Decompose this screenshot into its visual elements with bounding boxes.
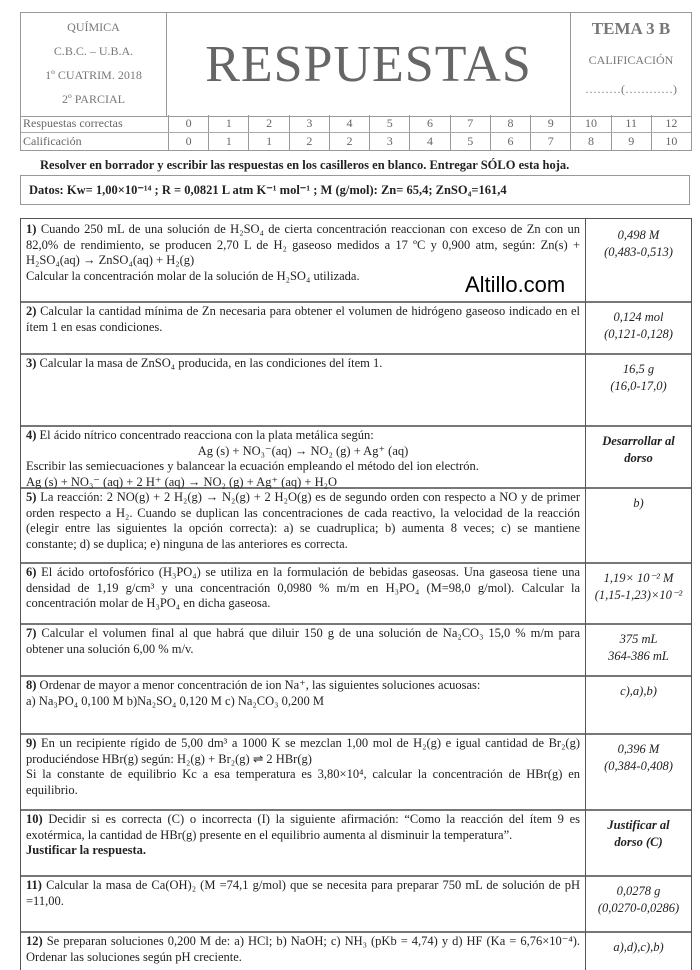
answer-value: 1,19× 10⁻² M (603, 571, 674, 585)
tema-label: TEMA 3 B (591, 19, 671, 38)
question-row (21, 562, 691, 625)
question-row (21, 809, 691, 877)
course-info (21, 13, 167, 116)
grade-cell: 1 (209, 115, 249, 132)
question-line: Ag (s) + NO₃⁻(aq) → NO₂ (g) + Ag⁺ (aq) (197, 443, 409, 458)
question-number: 12) (26, 934, 43, 948)
correct-answers-row (21, 115, 691, 133)
question-line: El ácido ortofosfórico (H₃PO₄) se utiliza en la formulación de bebidas gaseosas. Una gaseosa tiene una densidad de 1,19 g/cm³ y una concentración 0,0980 % m/m en H₃PO₄ (M=98,0 g/mol). Calcular la concentración molar de H₃PO₄ en dicha gaseosa. (26, 565, 580, 610)
answer-value: b) (633, 496, 644, 510)
question-text (21, 675, 586, 733)
header (20, 12, 692, 117)
question-text (21, 931, 586, 970)
question-number: 6) (26, 565, 37, 579)
question-row (21, 353, 691, 427)
question-line: Calcular la masa de ZnSO₄ producida, en las condiciones del ítem 1. (39, 356, 383, 370)
grade-label: CALIFICACIÓN (588, 53, 674, 67)
question-number: 7) (26, 626, 37, 640)
question-row (21, 487, 691, 564)
question-text (21, 353, 586, 425)
question-line: Calcular la cantidad mínima de Zn necesaria para obtener el volumen de hidrógeno gaseoso indicado en el ítem 1 en esas condiciones. (26, 304, 580, 334)
answer-cell (586, 931, 691, 970)
answer-value: (0,121-0,128) (604, 327, 673, 341)
question-number: 3) (26, 356, 37, 370)
question-line: Cuando 250 mL de una solución de H₂SO₄ de cierta concentración reaccionan con exceso de Zn con un 82,0% de rendimiento, se producen 2,70 L de H₂ gaseoso medidos a 17 ºC y 0,900 atm, según: Zn(s) + H₂SO₄(aq) → ZnSO₄(aq) + H₂(g) (26, 222, 580, 267)
question-line: El ácido nítrico concentrado reacciona con la plata metálica según: (39, 428, 374, 442)
answer-value: a),d),c),b) (613, 940, 664, 954)
question-number: 4) (26, 428, 37, 442)
grade-cell: 9 (531, 115, 571, 132)
grade-cell: 3 (370, 133, 410, 150)
answer-cell (586, 875, 691, 931)
grade-cell: 8 (491, 115, 531, 132)
question-text (21, 623, 586, 675)
answer-cell (586, 809, 691, 875)
grade-cell: 7 (531, 133, 571, 150)
grade-cell: 11 (612, 115, 652, 132)
question-line: Decidir si es correcta (C) o incorrecta (I) la siguiente afirmación: “Como la reacción del ítem 9 es exotérmica, la cantidad de HBr(g) presente en el equilibrio aumenta al disminuir la temperatura”. (26, 812, 581, 842)
data-box: Datos: Kw= 1,00×10⁻¹⁴ ; R = 0,0821 L atm K⁻¹ mol⁻¹ ; M (g/mol): Zn= 65,4; ZnSO₄=161,4 (20, 175, 690, 205)
answer-value: 0,124 mol (613, 310, 664, 324)
answer-cell (586, 425, 691, 487)
question-line: Escribir las semiecuaciones y balancear la ecuación empleando el método del ion electrón. (26, 459, 479, 473)
grade-blank: ………(…………) (585, 82, 677, 96)
question-line: Si la constante de equilibrio Kc a esa temperatura es 3,80×10⁴, calcular la concentración de HBr(g) en equilibrio. (26, 767, 580, 797)
question-number: 5) (26, 490, 37, 504)
grade-cell: 1 (249, 133, 289, 150)
question-line: Ordenar de mayor a menor concentración de ion Na⁺, las siguientes soluciones acuosas: (39, 678, 481, 692)
question-line: La reacción: 2 NO(g) + 2 H₂(g) → N₂(g) + 2 H₂O(g) es de segundo orden con respecto a NO y de primer orden respecto a H₂. Cuando se duplican las concentraciones de cada reactivo, la velocidad de la reacción (elegir entre las siguientes la opción correcta): a) se cuadruplica; b) aumenta 8 veces; c) se mantiene constante; d) se duplica; e) ninguna de las anteriores es correcta. (26, 490, 581, 551)
question-text (21, 425, 586, 487)
answer-value: (0,483-0,513) (604, 245, 673, 259)
questions-table (20, 218, 692, 970)
question-line: Se preparan soluciones 0,200 M de: a) HCl; b) NaOH; c) NH₃ (pKb = 4,74) y d) HF (Ka = 6,76×10⁻⁴). Ordenar las soluciones según pH creciente. (26, 934, 580, 964)
term: 1º CUATRIM. 2018 (45, 68, 142, 82)
exam-name: 2º PARCIAL (62, 92, 125, 106)
grade-cell: 1 (209, 133, 249, 150)
question-number: 10) (26, 812, 43, 826)
answer-value: c),a),b) (620, 684, 657, 698)
grade-cell: 10 (571, 115, 611, 132)
grade-cell: 12 (665, 116, 678, 130)
question-line: a) Na₃PO₄ 0,100 M b)Na₂SO₄ 0,120 M c) Na₂CO₃ 0,200 M (26, 693, 324, 708)
answer-value: (0,0270-0,0286) (597, 901, 680, 915)
question-number: 1) (26, 222, 37, 236)
question-line: Calcular la concentración molar de la solución de H₂SO₄ utilizada. (26, 268, 360, 283)
question-row (21, 301, 691, 355)
row-label: Respuestas correctas (21, 115, 169, 132)
grade-cell: 10 (665, 134, 678, 148)
answer-value: 0,498 M (617, 228, 660, 242)
question-row (21, 623, 691, 677)
question-line: En un recipiente rígido de 5,00 dm³ a 1000 K se mezclan 1,00 mol de H₂(g) e igual cantidad de Br₂(g) produciéndose HBr(g) según: H₂(g) + Br₂(g) ⇌ 2 HBr(g) (26, 736, 581, 766)
question-row (21, 875, 691, 933)
answer-value: (16,0-17,0) (610, 379, 667, 393)
question-text (21, 875, 586, 931)
grade-cell: 3 (290, 115, 330, 132)
grade-cell: 4 (330, 115, 370, 132)
grade-cell: 4 (410, 133, 450, 150)
grade-cell: 5 (451, 133, 491, 150)
grade-cell: 7 (451, 115, 491, 132)
grade-cell: 0 (169, 133, 209, 150)
grade-cell: 6 (410, 115, 450, 132)
grade-cell: 2 (249, 115, 289, 132)
question-text (21, 733, 586, 809)
row-label: Calificación (21, 133, 169, 150)
subject: QUÍMICA (67, 20, 120, 34)
question-line: Calcular la masa de Ca(OH)₂ (M =74,1 g/mol) que se necesita para preparar 750 mL de solución de pH =11,00. (26, 878, 580, 908)
question-line: Ag (s) + NO₃⁻ (aq) + 2 H⁺ (aq) → NO₂ (g) + Ag⁺ (aq) + H₂O (26, 474, 338, 489)
question-row (21, 675, 691, 735)
question-text (21, 301, 586, 353)
grade-row (21, 133, 691, 150)
answer-cell (586, 353, 691, 425)
question-line: Justificar la respuesta. (26, 843, 147, 857)
grade-table (20, 115, 692, 151)
question-number: 9) (26, 736, 37, 750)
question-line: Calcular el volumen final al que habrá que diluir 150 g de una solución de Na₂CO₃ 15,0 % m/m para obtener una solución 6,00 % m/v. (26, 626, 581, 656)
grade-cell: 9 (612, 133, 652, 150)
grade-cell: 0 (169, 115, 209, 132)
page-title: RESPUESTAS (167, 13, 571, 116)
answer-cell (586, 301, 691, 353)
answer-cell (586, 562, 691, 623)
answer-value: 0,396 M (617, 742, 660, 756)
answer-cell (586, 623, 691, 675)
instructions: Resolver en borrador y escribir las respuestas en los casilleros en blanco. Entregar SÓLO esta hoja. (40, 158, 570, 172)
answer-value: dorso (624, 451, 653, 465)
answer-value: 364-386 mL (608, 649, 669, 663)
question-number: 8) (26, 678, 37, 692)
question-row (21, 425, 691, 489)
answer-value: (0,384-0,408) (604, 759, 673, 773)
grade-cell: 2 (290, 133, 330, 150)
question-number: 11) (26, 878, 42, 892)
answer-value: Desarrollar al (602, 434, 675, 448)
question-number: 2) (26, 304, 37, 318)
question-text (21, 809, 586, 875)
answer-cell (586, 733, 691, 809)
grade-box (571, 13, 691, 116)
answer-value: 16,5 g (622, 362, 655, 376)
grade-cell: 2 (330, 133, 370, 150)
grade-cell: 6 (491, 133, 531, 150)
answer-cell (586, 219, 691, 301)
institution: C.B.C. – U.B.A. (53, 44, 134, 58)
question-row (21, 219, 691, 303)
answer-cell (586, 675, 691, 733)
question-row (21, 931, 691, 970)
answer-value: 0,0278 g (616, 884, 661, 898)
answer-value: Justificar al (607, 818, 670, 832)
question-text (21, 562, 586, 623)
answer-value: (1,15-1,23)×10⁻² (594, 588, 683, 602)
question-text (21, 487, 586, 562)
grade-cell: 8 (571, 133, 611, 150)
watermark: Altillo.com (465, 272, 566, 297)
answer-value: dorso (C) (614, 835, 663, 849)
answer-cell (586, 487, 691, 562)
answer-value: 375 mL (619, 632, 658, 646)
grade-cell: 5 (370, 115, 410, 132)
question-row (21, 733, 691, 811)
